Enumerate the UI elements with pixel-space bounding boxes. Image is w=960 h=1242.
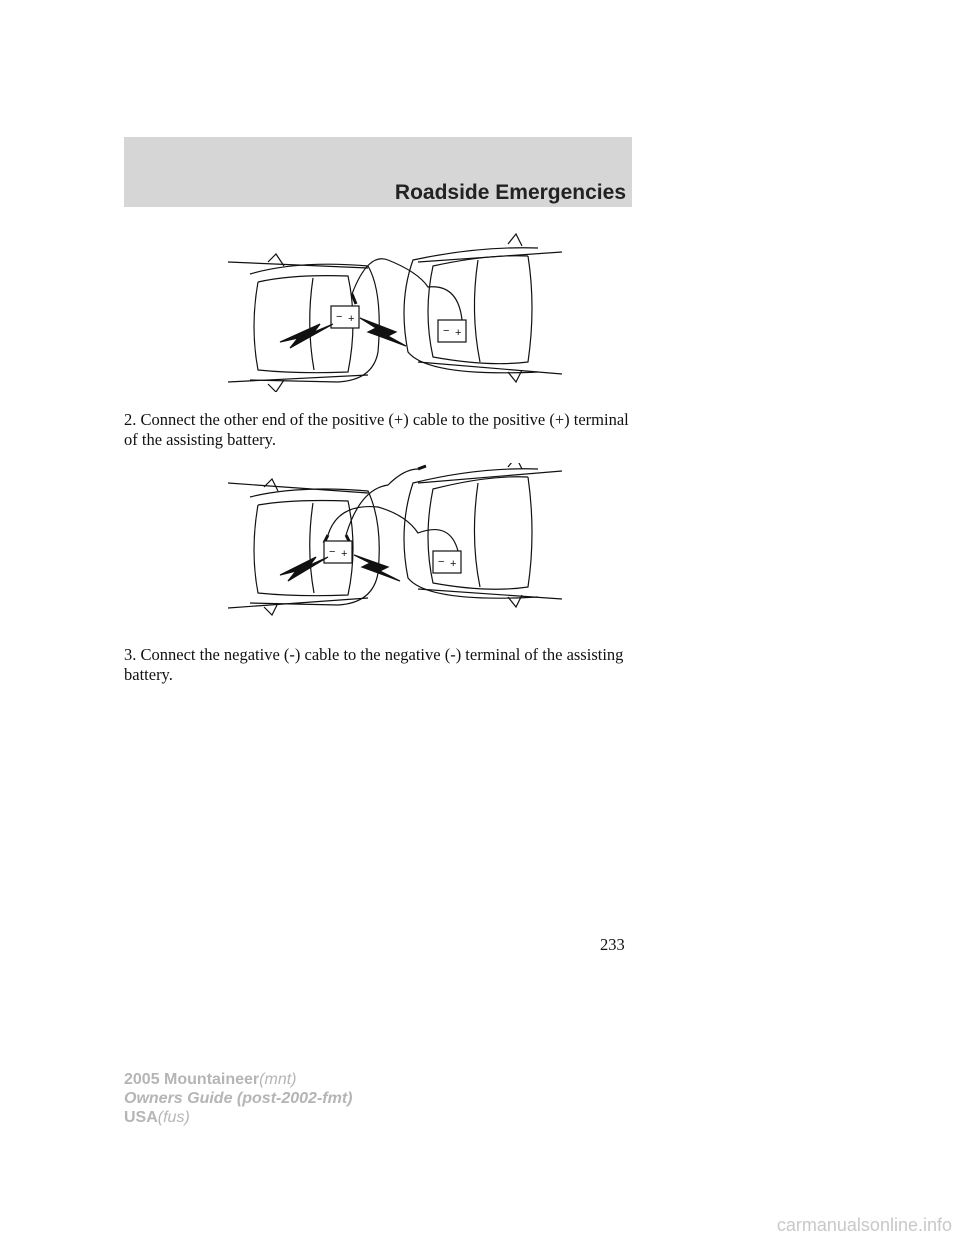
footer-line-3 [124,1108,352,1127]
document-footer [124,1070,352,1127]
assisting-vehicle-outline [404,463,562,607]
instruction-step-3: 3. Connect the negative (-) cable to the negative (-) terminal of the assisting battery. [124,645,624,684]
jump-start-diagram-2 [228,463,562,623]
battery-plus-label: + [348,313,355,325]
jumper-cable-positive [346,469,418,535]
battery-minus-label: − [336,311,343,323]
lightning-bolt-icon [280,324,333,348]
jump-start-diagram-1 [228,232,562,392]
section-header-band [124,137,632,207]
page-number: 233 [600,935,625,954]
battery-minus-label: − [438,556,445,568]
battery-plus-label: + [450,558,457,570]
battery-minus-label: − [443,325,450,337]
lightning-bolt-icon [280,557,328,581]
battery-minus-label: − [329,546,336,558]
disabled-vehicle-outline [228,479,379,615]
footer-line-2: Owners Guide (post-2002-fmt) [124,1090,353,1107]
footer-market-code: (fus) [157,1109,190,1126]
footer-line-1 [124,1070,352,1089]
battery-plus-label: + [341,548,348,560]
assisting-vehicle-outline [404,234,562,382]
footer-market: USA [124,1109,158,1126]
instruction-step-2: 2. Connect the other end of the positive (+) cable to the positive (+) terminal of the assisting battery. [124,410,629,449]
battery-plus-label: + [455,327,462,339]
lightning-bolt-icon [360,318,406,346]
watermark: carmanualsonline.info [776,1215,952,1235]
section-title: Roadside Emergencies [394,181,626,204]
footer-model: 2005 Mountaineer [124,1071,260,1088]
footer-model-code: (mnt) [259,1071,297,1088]
